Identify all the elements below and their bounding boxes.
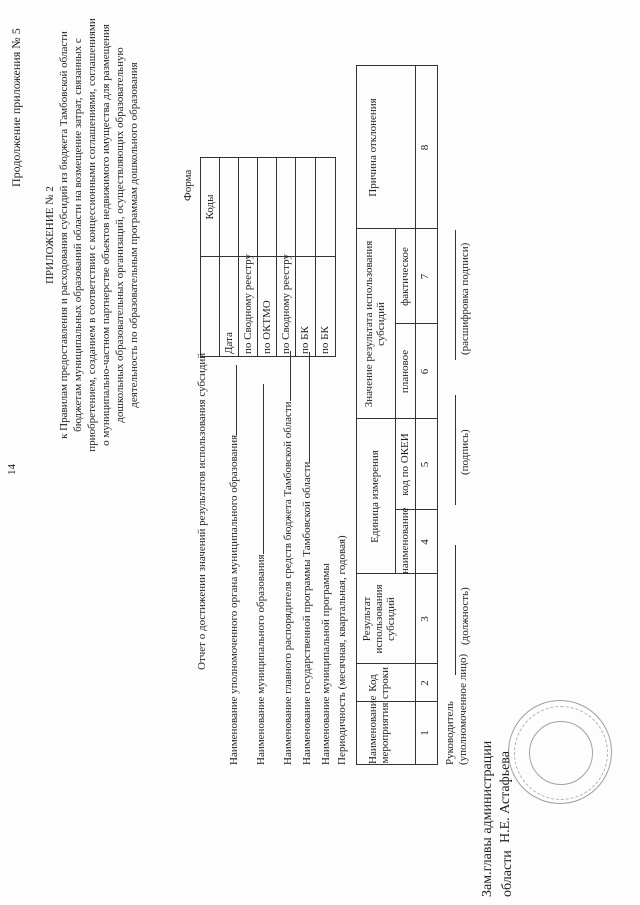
appendix-title: ПРИЛОЖЕНИЕ № 2 — [44, 186, 56, 284]
appendix-line-5: дошкольных образовательных организаций, осуществляющих образовательную — [114, 47, 126, 423]
results-table — [356, 65, 438, 765]
deputy-name: Н.Е. Астафьева — [498, 751, 513, 843]
signature-position: (должность) — [459, 587, 471, 645]
col-unit-header: Единица измерения — [369, 450, 381, 543]
signature-decode-line — [455, 230, 456, 360]
signature-head: Руководитель — [444, 701, 456, 765]
signature-sign-line — [455, 395, 456, 505]
signature-authorized: (уполномоченное лицо) — [457, 653, 469, 765]
info-main-administrator: Наименование главного распорядителя средств бюджета Тамбовской области — [282, 351, 294, 765]
col-number-7: 7 — [419, 273, 431, 280]
col-unit-okei-header: код по ОКЕИ — [399, 433, 411, 496]
col-number-8: 8 — [419, 144, 431, 151]
col-unit-name-header: наименование — [399, 507, 411, 574]
appendix-line-6: деятельность по образовательным программам дошкольного образования — [128, 62, 140, 408]
col-number-3: 3 — [419, 616, 431, 622]
codes-table — [200, 157, 336, 357]
signature-position-line — [455, 545, 456, 675]
codes-row-bk-2: по БК — [319, 326, 331, 354]
col-value-plan-header: плановое — [399, 349, 411, 394]
col-result-header: Результат использования субсидий — [361, 584, 397, 654]
col-value-fact-header: фактическое — [399, 247, 411, 306]
col-activity-header: Наименование мероприятия — [367, 695, 391, 764]
info-authority: Наименование уполномоченного органа муниципального образования — [228, 365, 240, 765]
signature-sign: (подпись) — [459, 429, 471, 475]
codes-row-registry: по Сводному реестру — [242, 254, 254, 354]
info-municipal-program: Наименование муниципальной программы — [320, 563, 332, 765]
codes-row-oktmo: по ОКТМО — [261, 300, 273, 354]
deputy-title: Зам.главы администрации — [480, 740, 495, 897]
codes-header: Коды — [204, 194, 216, 220]
codes-row-date: Дата — [223, 332, 235, 354]
codes-row-bk: по БК — [299, 326, 311, 354]
col-number-5: 5 — [419, 461, 431, 468]
official-seal — [508, 700, 612, 804]
info-state-program: Наименование государственной программы Тамбовской области — [301, 352, 313, 765]
codes-row-registry-2: по Сводному реестру — [280, 254, 292, 354]
report-title: Отчет о достижении значений результатов использования субсидий — [196, 352, 208, 670]
col-reason-header: Причина отклонения — [367, 98, 379, 197]
col-number-2: 2 — [419, 680, 431, 686]
continuation-title: Продолжение приложения № 5 — [9, 28, 23, 187]
info-periodicity: Периодичность (месячная, квартальная, годовая) — [336, 535, 348, 765]
col-number-1: 1 — [419, 730, 431, 736]
col-value-header: Значение результата использования субсидий — [363, 240, 387, 408]
col-number-6: 6 — [419, 368, 431, 375]
deputy-region: области — [500, 850, 515, 897]
appendix-line-1: к Правилам предоставления и расходования субсидий из бюджета Тамбовской области — [58, 31, 70, 439]
info-municipality: Наименование муниципального образования — [255, 384, 267, 765]
page-number: 14 — [6, 464, 18, 475]
signature-decode: (расшифровка подписи) — [459, 242, 471, 355]
col-number-4: 4 — [419, 539, 431, 545]
col-code-header: Код строки — [367, 666, 391, 700]
appendix-line-2: бюджетам муниципальных образований области на возмещение затрат, связанных с — [72, 38, 84, 432]
appendix-line-4: о муниципально-частном партнерстве объектов недвижимого имущества для размещения — [100, 24, 112, 446]
form-label: Форма — [182, 169, 194, 201]
appendix-line-3: приобретением, созданием в соответствии с концессионными соглашениями, соглашениями — [86, 18, 98, 452]
